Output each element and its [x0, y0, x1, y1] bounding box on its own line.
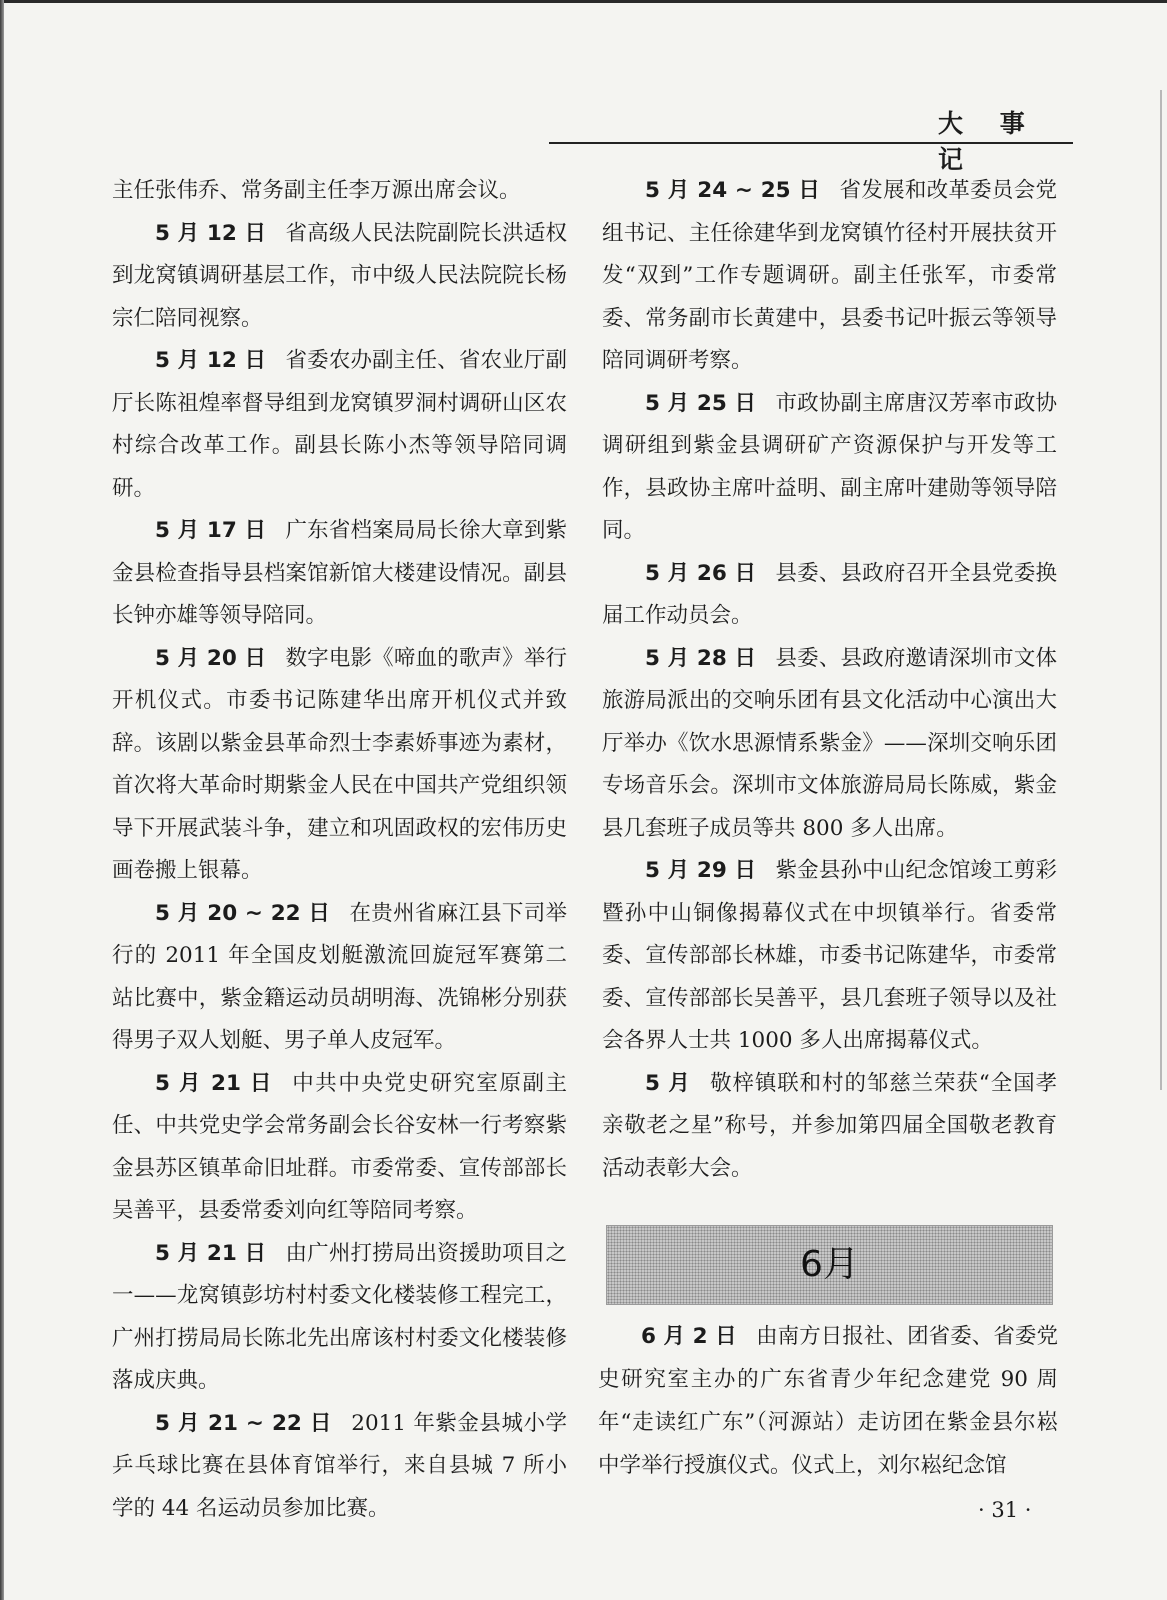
entry-text: 省委农办副主任、省农业厅副厅长陈祖煌率督导组到龙窝镇罗洞村调研山区农村综合改革工作。副县长陈小杰等领导陪同调研。: [112, 348, 567, 501]
entry-text: 省发展和改革委员会党组书记、主任徐建华到龙窝镇竹径村开展扶贫开发“双到”工作专题调研。副主任张军，市委常委、常务副市长黄建中，县委书记叶振云等领导陪同调研考察。: [602, 178, 1057, 373]
entry-date: 5 月: [645, 1070, 691, 1096]
entry-date: 5 月 21 ~ 22 日: [155, 1410, 332, 1436]
entry-text: 县委、县政府邀请深圳市文体旅游局派出的交响乐团有县文化活动中心演出大厅举办《饮水思源情系紫金》——深圳交响乐团专场音乐会。深圳市文体旅游局局长陈威，紫金县几套班子成员等共 800 多人出席。: [602, 645, 1057, 841]
entry-date: 5 月 21 日: [155, 1240, 267, 1266]
left-column: [112, 170, 567, 1530]
entry-date: 5 月 25 日: [645, 390, 757, 416]
entry-text: 由广州打捞局出资援助项目之一——龙窝镇彭坊村村委文化楼装修工程完工，广州打捞局局长陈北先出席该村村委文化楼装修落成庆典。: [112, 1240, 567, 1393]
page-number: · 31 ·: [978, 1498, 1032, 1522]
entry: [602, 638, 1057, 851]
entry-date: 5 月 20 ~ 22 日: [155, 900, 331, 926]
entry-date: 5 月 28 日: [645, 645, 757, 671]
entry: [112, 1233, 567, 1403]
entry: [112, 1403, 567, 1531]
entry-date: 5 月 24 ~ 25 日: [645, 178, 821, 203]
entry-date: 5 月 12 日: [155, 220, 267, 246]
entry: [112, 510, 567, 638]
entry: [602, 1063, 1057, 1191]
entry-text: 在贵州省麻江县下司举行的 2011 年全国皮划艇激流回旋冠军赛第二站比赛中，紫金籍运动员胡明海、冼锦彬分别获得男子双人划艇、男子单人皮冠军。: [112, 900, 567, 1053]
entry-text: 县委、县政府召开全县党委换届工作动员会。: [602, 560, 1057, 628]
entry-date: 5 月 29 日: [645, 858, 757, 883]
entry: [602, 850, 1057, 1063]
entry-text: 市政协副主席唐汉芳率市政协调研组到紫金县调研矿产资源保护与开发等工作，县政协主席叶益明、副主席叶建勋等领导陪同。: [602, 390, 1057, 543]
scan-edge-right: [1160, 90, 1162, 1090]
entry: [602, 383, 1057, 553]
entry: [112, 1063, 567, 1233]
entry: [112, 638, 567, 893]
entry-text: 紫金县孙中山纪念馆竣工剪彩暨孙中山铜像揭幕仪式在中坝镇举行。省委常委、宣传部部长林雄，市委书记陈建华，市委常委、宣传部部长吴善平，县几套班子领导以及社会各界人士共 1000 多人出席揭幕仪式。: [602, 858, 1057, 1053]
entry-text: 广东省档案局局长徐大章到紫金县检查指导县档案馆新馆大楼建设情况。副县长钟亦雄等领导陪同。: [112, 518, 567, 628]
entry-date: 6 月 2 日: [641, 1324, 737, 1349]
entry-text: 由南方日报社、团省委、省委党史研究室主办的广东省青少年纪念建党 90 周年“走读红广东”（河源站）走访团在紫金县尔崧中学举行授旗仪式。仪式上，刘尔崧纪念馆: [598, 1324, 1058, 1478]
entry-text: 2011 年紫金县城小学乒乓球比赛在县体育馆举行，来自县城 7 所小学的 44 名运动员参加比赛。: [112, 1410, 567, 1521]
entry-date: 5 月 17 日: [155, 518, 267, 543]
entry-text: 主任张伟乔、常务副主任李万源出席会议。: [112, 178, 521, 203]
entry-date: 5 月 21 日: [155, 1070, 273, 1096]
entry-date: 5 月 26 日: [645, 560, 757, 586]
right-column: [602, 170, 1057, 1190]
scan-edge-top: [0, 0, 1167, 3]
entry: [602, 553, 1057, 638]
entry: [602, 170, 1057, 383]
month-heading-banner: [606, 1225, 1053, 1305]
entry: [112, 170, 567, 213]
scan-edge-left: [0, 0, 4, 1600]
month-heading: 6月: [800, 1244, 859, 1285]
june-column: [598, 1315, 1058, 1487]
entry-text: 省高级人民法院副院长洪适权到龙窝镇调研基层工作，市中级人民法院院长杨宗仁陪同视察。: [112, 220, 567, 331]
entry-text: 中共中央党史研究室原副主任、中共党史学会常务副会长谷安林一行考察紫金县苏区镇革命旧址群。市委常委、宣传部部长吴善平，县委常委刘向红等陪同考察。: [112, 1070, 567, 1223]
entry-date: 5 月 20 日: [155, 645, 267, 671]
entry-text: 敬梓镇联和村的邹慈兰荣获“全国孝亲敬老之星”称号，并参加第四届全国敬老教育活动表彰大会。: [602, 1070, 1057, 1181]
entry: [598, 1315, 1058, 1487]
entry-text: 数字电影《啼血的歌声》举行开机仪式。市委书记陈建华出席开机仪式并致辞。该剧以紫金县革命烈士李素娇事迹为素材，首次将大革命时期紫金人民在中国共产党组织领导下开展武装斗争，建立和巩固政权的宏伟历史画卷搬上银幕。: [112, 645, 567, 883]
entry: [112, 213, 567, 341]
entry: [112, 340, 567, 510]
entry: [112, 893, 567, 1063]
entry-date: 5 月 12 日: [155, 348, 267, 373]
header-rule: [549, 142, 1073, 144]
running-header: 大 事 记: [938, 109, 1039, 174]
